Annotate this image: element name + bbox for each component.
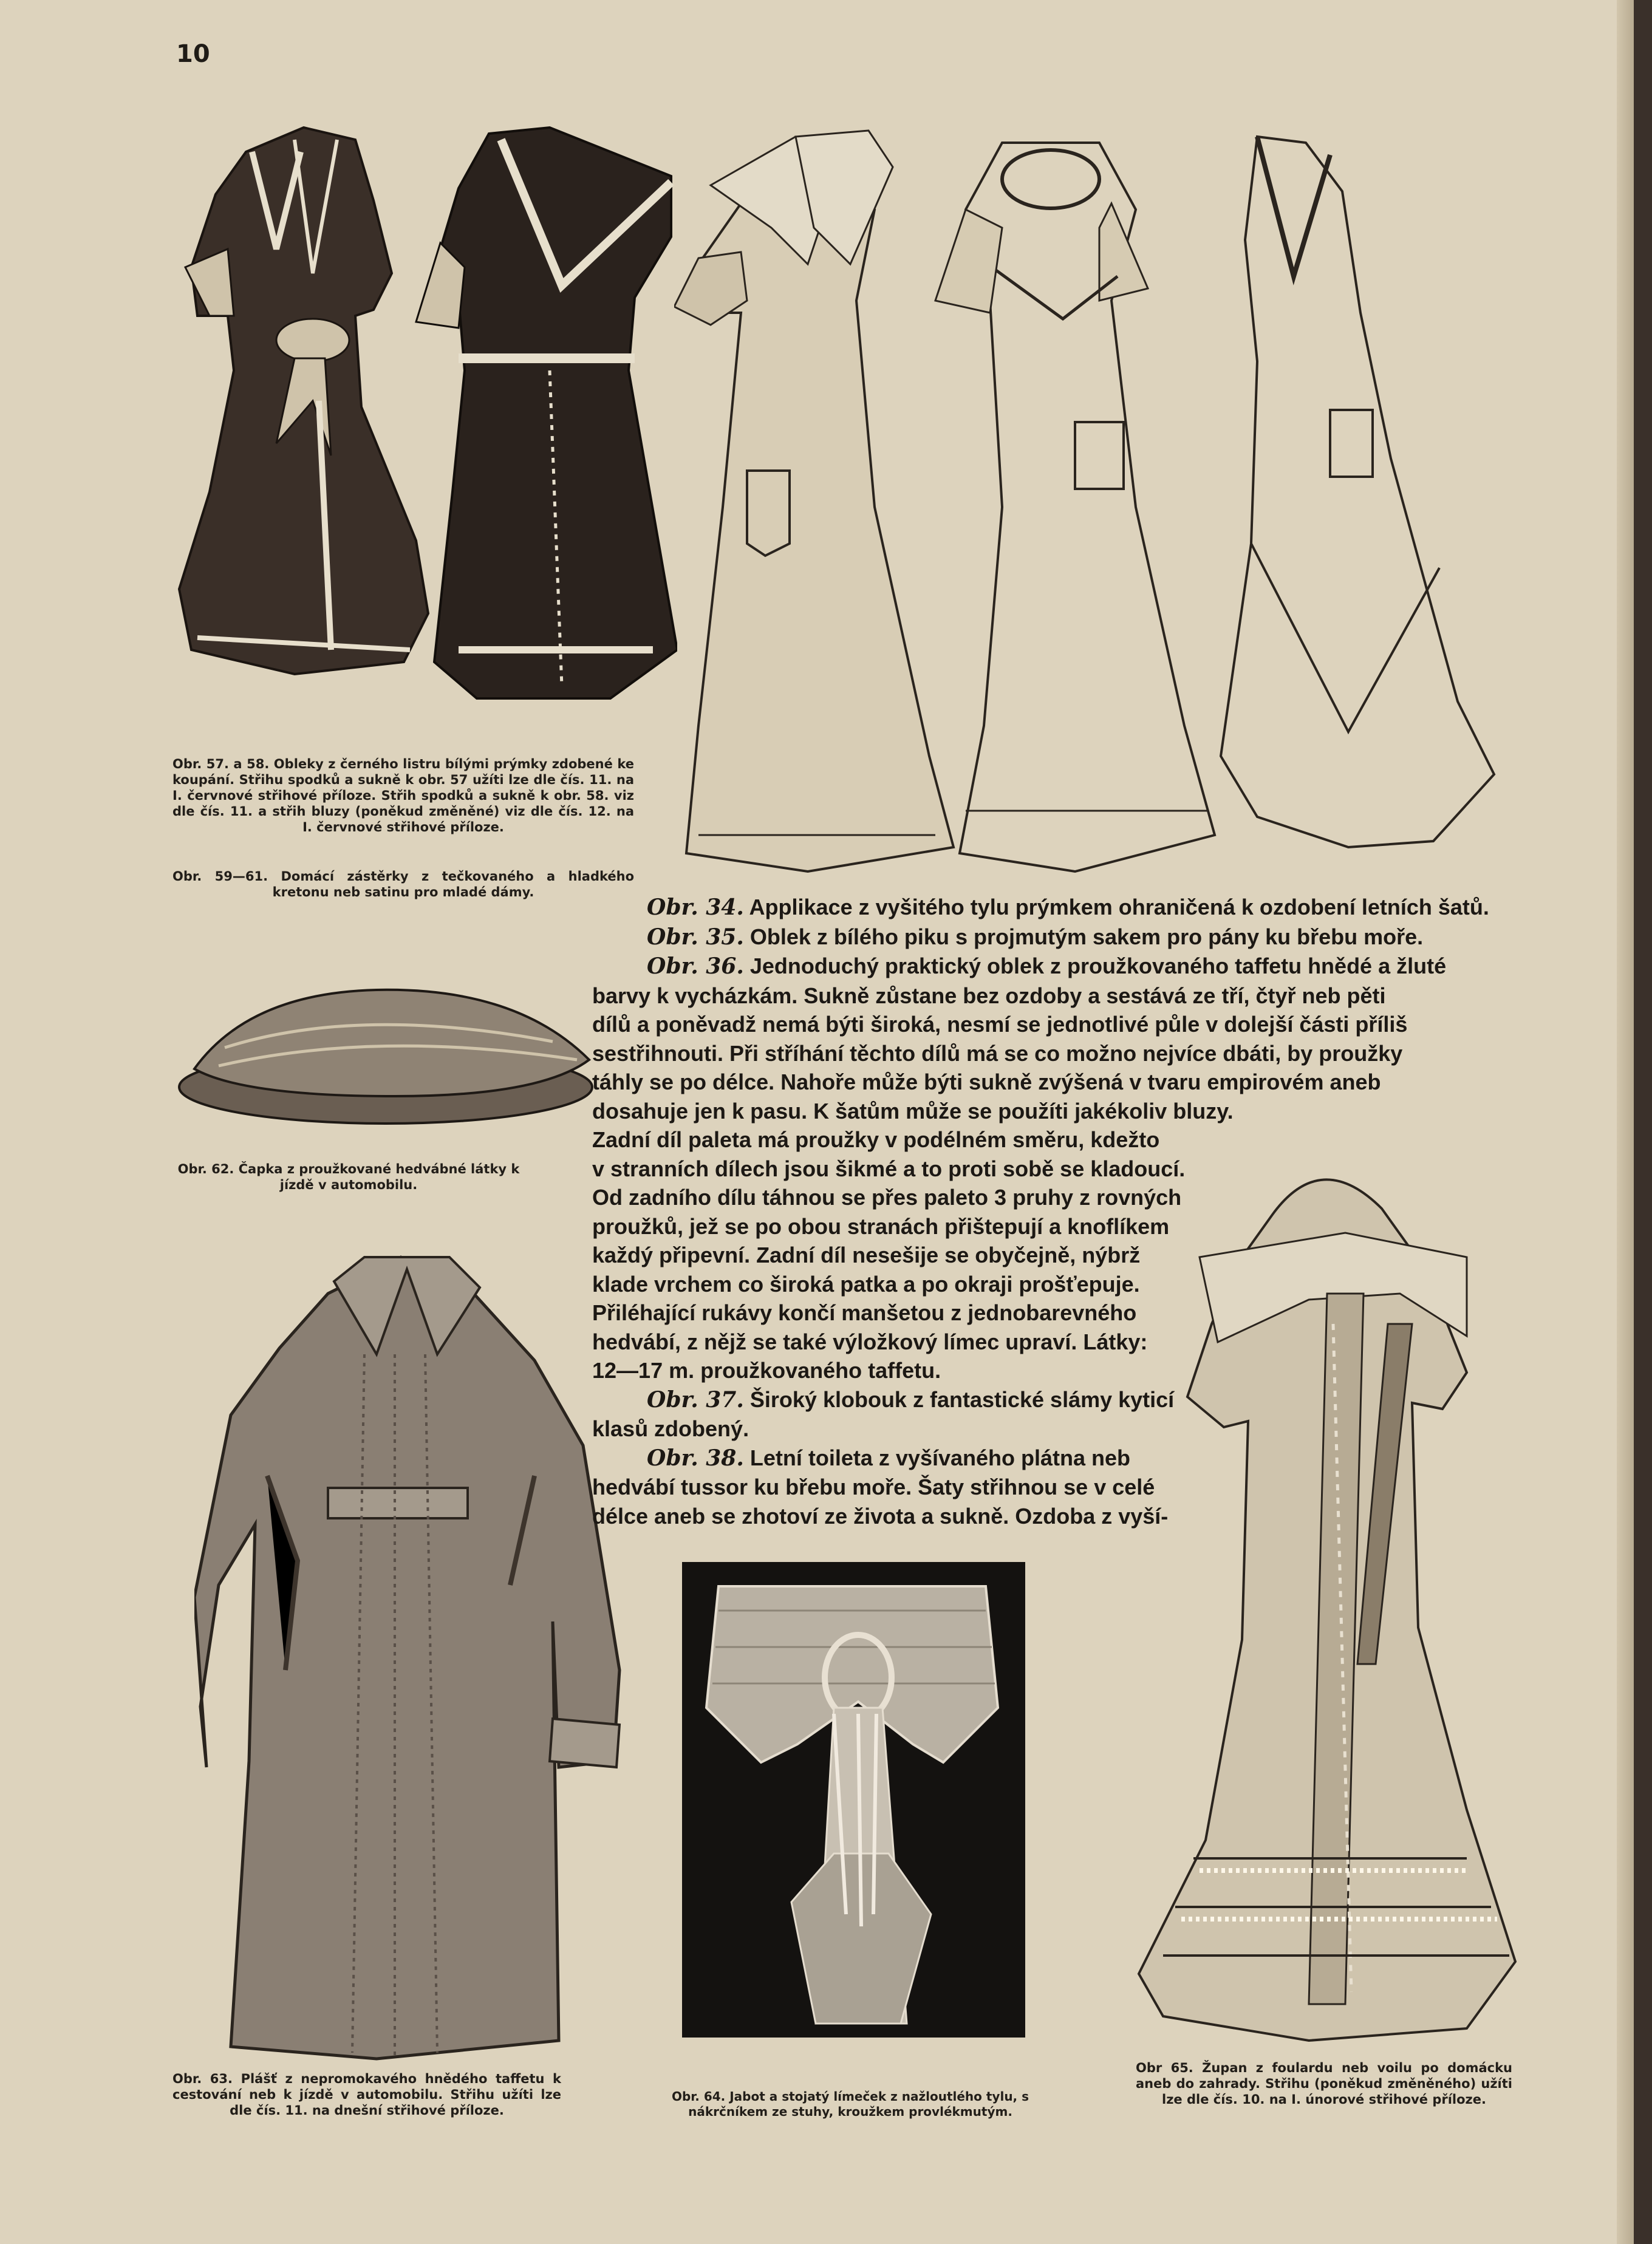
article-line-15: Přiléhající rukávy končí manšetou z jednobarevného [592,1300,1137,1325]
article-line-8: dosahuje jen k pasu. K šatům může se použíti jakékoliv bluzy. [592,1098,1234,1124]
caption-obr-59-61: Obr. 59—61. Domácí zástěrky z tečkovaného a hladkého kretonu neb satinu pro mladé dámy. [172,869,634,899]
article-line-5: dílů a poněvadž nemá býti široká, nesmí se jednotlivé půle v dolejší části příliš [592,1012,1408,1037]
article-line-21: hedvábí tussor ku břebu moře. Šaty střihnou se v celé [592,1475,1155,1499]
page-number: 10 [176,40,210,68]
article-line-3: Obr. 36. Jednoduchý praktický oblek z proužkovaného taffetu hnědé a žluté [647,953,1447,979]
article-line-6: sestřihnouti. Při stříhání těchto dílů má se co možno nejvíce dbáti, by proužky [592,1040,1403,1066]
caption-obr-64: Obr. 64. Jabot a stojatý límeček z nažloutlého tylu, s nákrčníkem ze stuhy, kroužkem provlékmutým. [671,2089,1029,2119]
page-edge [1617,0,1634,2244]
caption-obr-63: Obr. 63. Plášť z nepromokavého hnědého taffetu k cestování neb k jízdě v automobilu. Střihu užíti lze dle čís. 11. na dnešní střihové příloze. [172,2072,561,2118]
illustration-coat [194,1245,656,2065]
article-line-7: táhly se po délce. Nahoře může býti sukně zvýšená v tvaru empirovém aneb [592,1069,1381,1094]
article-line-17: 12—17 m. proužkovaného taffetu. [592,1358,941,1383]
article-line-13: každý připevní. Zadní díl nesešije se obyčejně, nýbrž [592,1243,1141,1267]
article-line-12: proužků, jež se po obou stranách přištepují a knoflíkem [592,1213,1170,1239]
illustration-aprons [674,118,1524,884]
article-line-22: délce aneb se zhotoví ze života a sukně. Ozdoba z vyší- [592,1503,1169,1529]
article-line-10: v stranních dílech jsou šikmé a to proti sobě se kladoucí. [592,1156,1186,1181]
photo-jabot [682,1562,1025,2038]
article-line-9: Zadní díl paleta má proužky v podélném směru, kdežto [592,1127,1160,1152]
article-line-16: hedvábí, z nějž se také výložkový límec upraví. Látky: [592,1329,1148,1354]
caption-obr-57-58: Obr. 57. a 58. Obleky z černého listru bílými prýmky zdobené ke koupání. Střihu spodků a sukně k obr. 57 užíti lze dle čís. 11. na I. červnové střihové příloze. Střih spodků a sukně k obr. 58. viz dle čís. 11. a střih bluzy (poněkud změněné) viz dle čís. 12. na I. červnové střihové příloze. [172,757,634,834]
caption-obr-65: Obr 65. Župan z foulardu neb voilu po domácku aneb do zahrady. Střihu (poněkud změněného) užíti lze dle čís. 10. na I. únorové střihové příloze. [1136,2061,1512,2107]
binding-strip [1634,0,1652,2244]
caption-obr-62: Obr. 62. Čapka z proužkované hedvábné látky k jízdě v automobilu. [177,1162,520,1192]
article-line-18: Obr. 37. Široký klobouk z fantastické slámy kyticí [647,1386,1175,1413]
article-line-11: Od zadního dílu táhnou se přes paleto 3 pruhy z rovných [592,1185,1182,1210]
article-line-19: klasů zdobený. [592,1416,749,1441]
illustration-cap [176,981,613,1133]
article-line-14: klade vrchem co široká patka a po okraji prošťepuje. [592,1271,1140,1297]
jabot-image [682,1562,1025,2038]
article-text [592,893,1515,1530]
article-line-4: barvy k vycházkám. Sukně zůstane bez ozdoby a sestává ze tří, čtyř neb pěti [592,983,1386,1008]
article-line-1: Obr. 34. Applikace z vyšitého tylu prýmkem ohraničená k ozdobení letních šatů. [647,895,1489,920]
article-line-20: Obr. 38. Letní toileta z vyšívaného plátna neb [647,1445,1131,1471]
article-line-2: Obr. 35. Oblek z bílého piku s projmutým sakem pro pány ku břebu moře. [647,924,1424,950]
illustration-bathing-costumes [173,115,677,723]
